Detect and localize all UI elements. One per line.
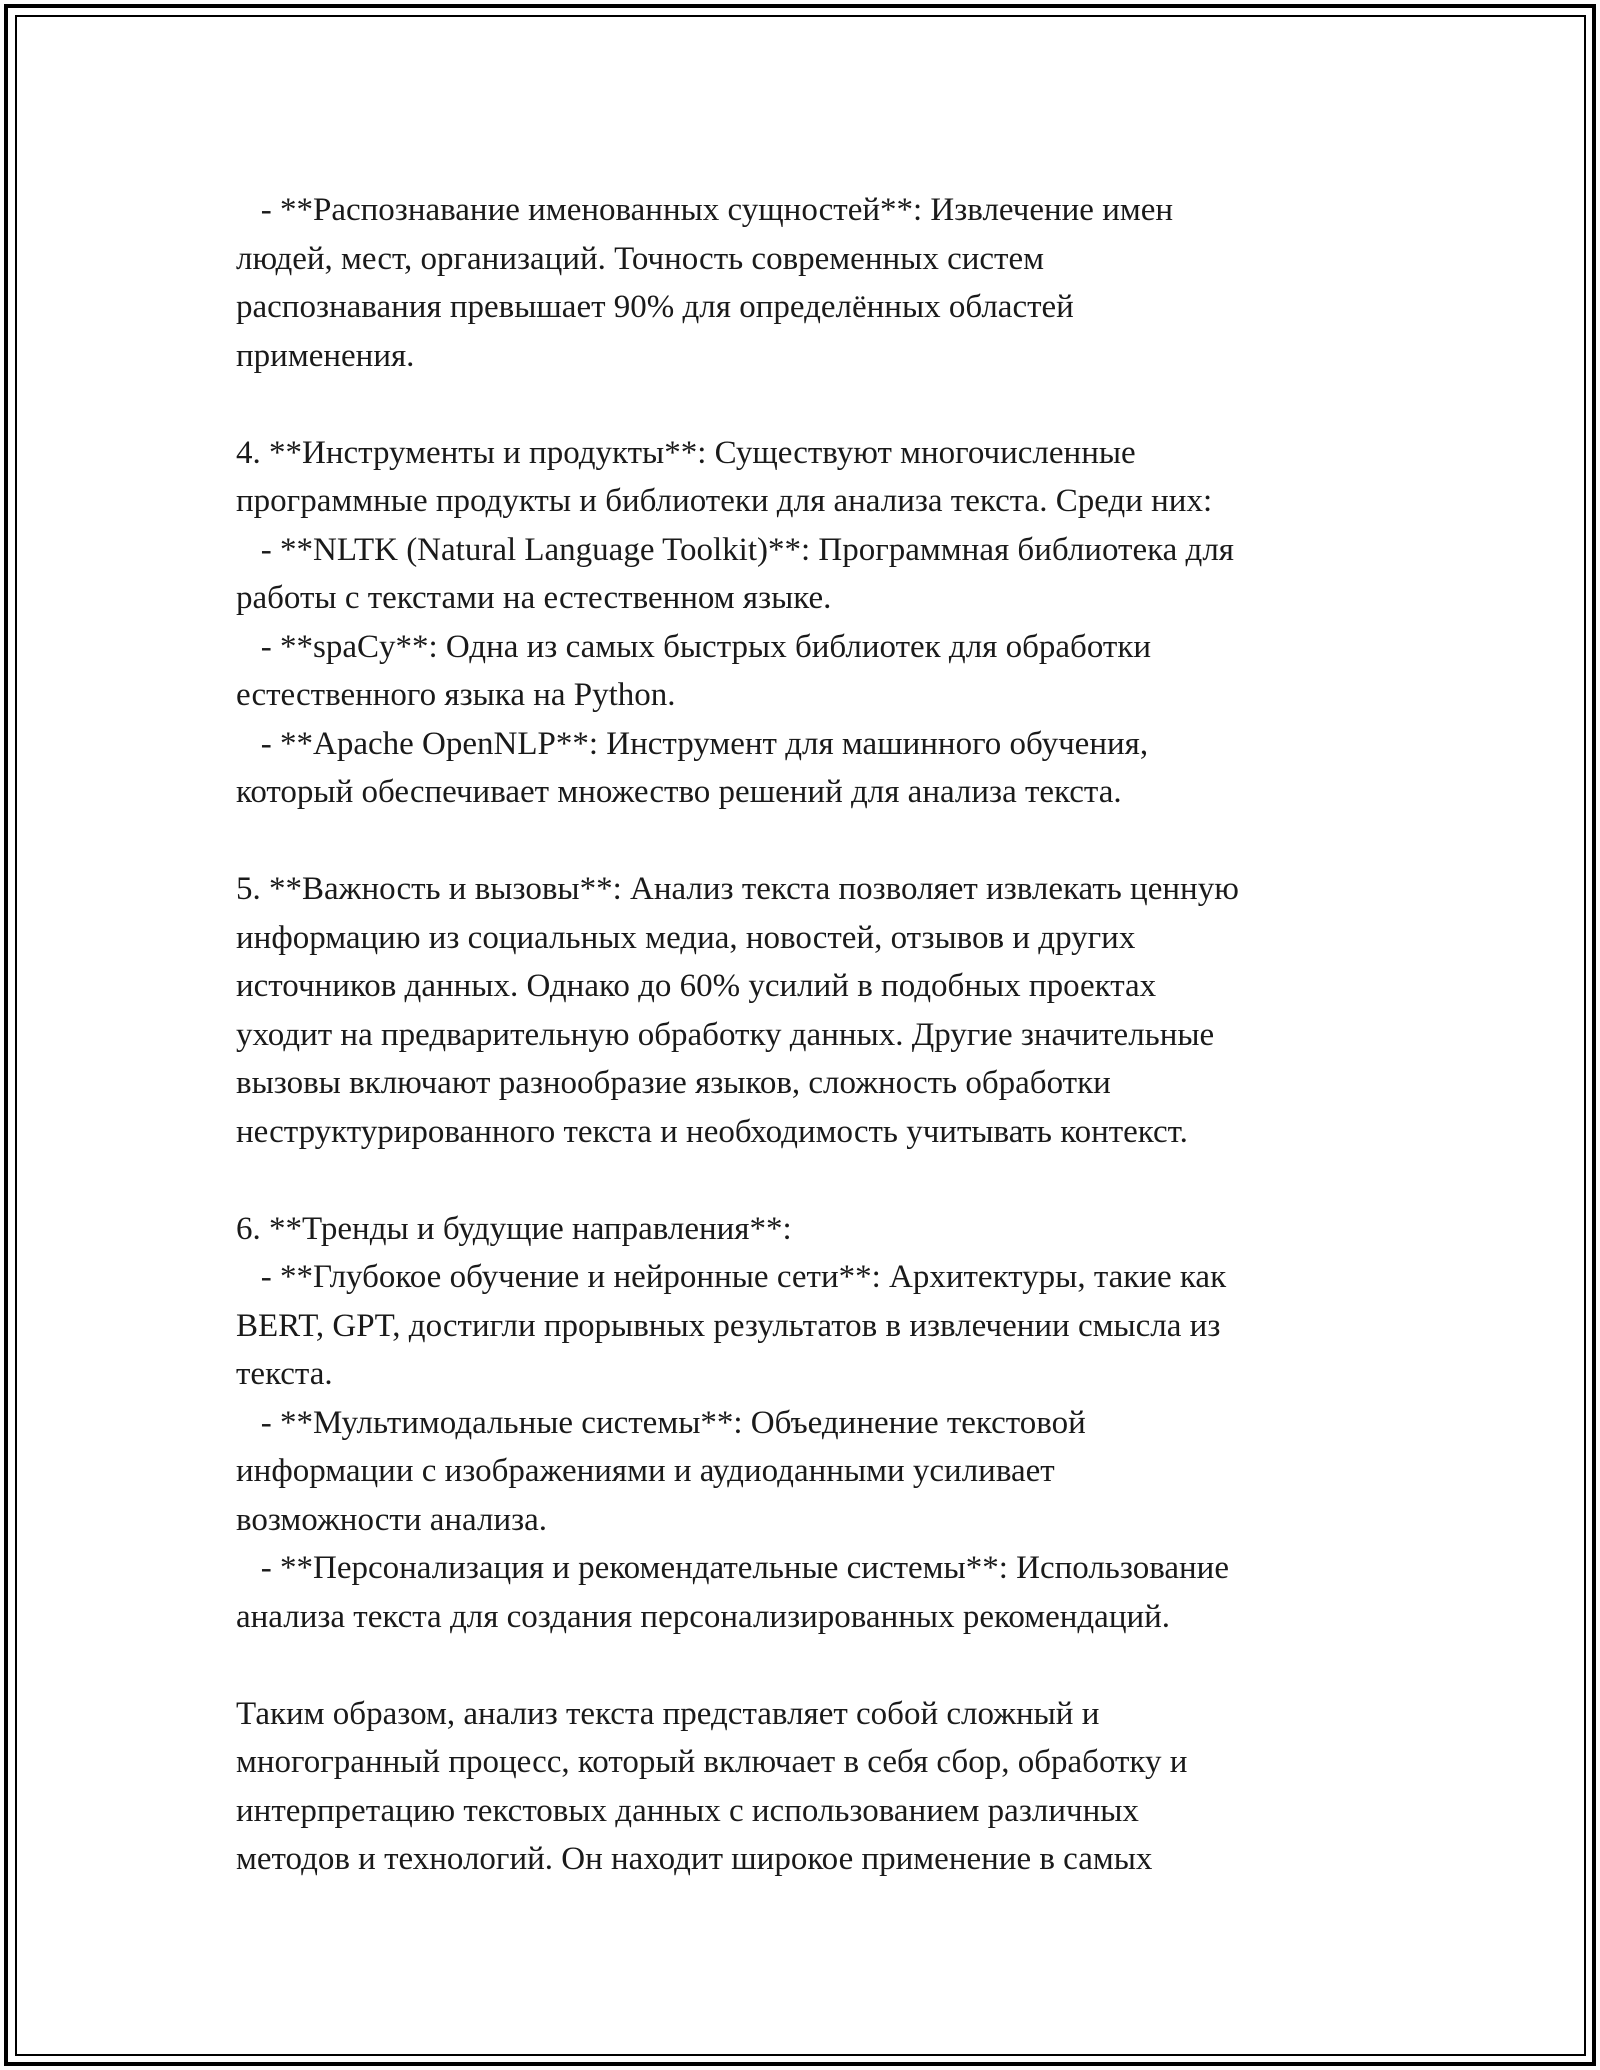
conclusion-block xyxy=(236,1690,1416,1884)
text-line: - **Глубокое обучение и нейронные сети**: Архитектуры, такие как xyxy=(236,1259,1227,1295)
text-line: естественного языка на Python. xyxy=(236,677,676,713)
ner-item-block xyxy=(236,186,1416,380)
text-line: BERT, GPT, достигли прорывных результатов в извлечении смысла из xyxy=(236,1307,1221,1344)
text-line: текста. xyxy=(236,1356,333,1392)
text-line: работы с текстами на естественном языке. xyxy=(236,580,832,616)
text-line: - **spaCy**: Одна из самых быстрых библиотек для обработки xyxy=(236,628,1152,665)
text-line: интерпретацию текстовых данных с использованием различных xyxy=(236,1792,1139,1829)
section-heading-line: 4. **Инструменты и продукты**: Существуют многочисленные xyxy=(236,434,1136,471)
text-line: информации с изображениями и аудиоданными усиливает xyxy=(236,1453,1055,1489)
section-heading-line: 5. **Важность и вызовы**: Анализ текста позволяет извлекать ценную xyxy=(236,871,1239,907)
text-line: неструктурированного текста и необходимость учитывать контекст. xyxy=(236,1113,1188,1150)
paragraph-gap xyxy=(236,1156,1416,1205)
section-6-block xyxy=(236,1205,1416,1642)
text-line: - **Мультимодальные системы**: Объединение текстовой xyxy=(236,1404,1086,1441)
paragraph-gap xyxy=(236,817,1416,866)
text-line: Таким образом, анализ текста представляет собой сложный и xyxy=(236,1695,1100,1732)
text-line: анализа текста для создания персонализированных рекомендаций. xyxy=(236,1598,1171,1635)
text-line: - **Apache OpenNLP**: Инструмент для машинного обучения, xyxy=(236,725,1149,762)
text-line: информацию из социальных медиа, новостей, отзывов и других xyxy=(236,919,1136,956)
section-4-block xyxy=(236,429,1416,817)
text-line: методов и технологий. Он находит широкое применение в самых xyxy=(236,1841,1153,1877)
text-line: - **Распознавание именованных сущностей**: Извлечение имен xyxy=(236,192,1174,228)
text-line: уходит на предварительную обработку данных. Другие значительные xyxy=(236,1016,1215,1053)
text-line: многогранный процесс, который включает в себя сбор, обработку и xyxy=(236,1744,1188,1780)
document-body xyxy=(236,186,1416,1884)
section-heading-line: 6. **Тренды и будущие направления**: xyxy=(236,1210,792,1247)
text-line: источников данных. Однако до 60% усилий в подобных проектах xyxy=(236,968,1157,1004)
text-line: программные продукты и библиотеки для анализа текста. Среди них: xyxy=(236,483,1213,519)
text-line: людей, мест, организаций. Точность современных систем xyxy=(236,240,1044,277)
text-line: вызовы включают разнообразие языков, сложность обработки xyxy=(236,1065,1111,1101)
text-line: применения. xyxy=(236,337,415,374)
section-5-block xyxy=(236,865,1416,1156)
text-line: - **NLTK (Natural Language Toolkit)**: Программная библиотека для xyxy=(236,531,1234,568)
text-line: - **Персонализация и рекомендательные системы**: Использование xyxy=(236,1550,1229,1586)
paragraph-gap xyxy=(236,1641,1416,1690)
paragraph-gap xyxy=(236,380,1416,429)
text-line: возможности анализа. xyxy=(236,1501,548,1538)
text-line: который обеспечивает множество решений для анализа текста. xyxy=(236,774,1122,810)
text-line: распознавания превышает 90% для определённых областей xyxy=(236,289,1074,325)
